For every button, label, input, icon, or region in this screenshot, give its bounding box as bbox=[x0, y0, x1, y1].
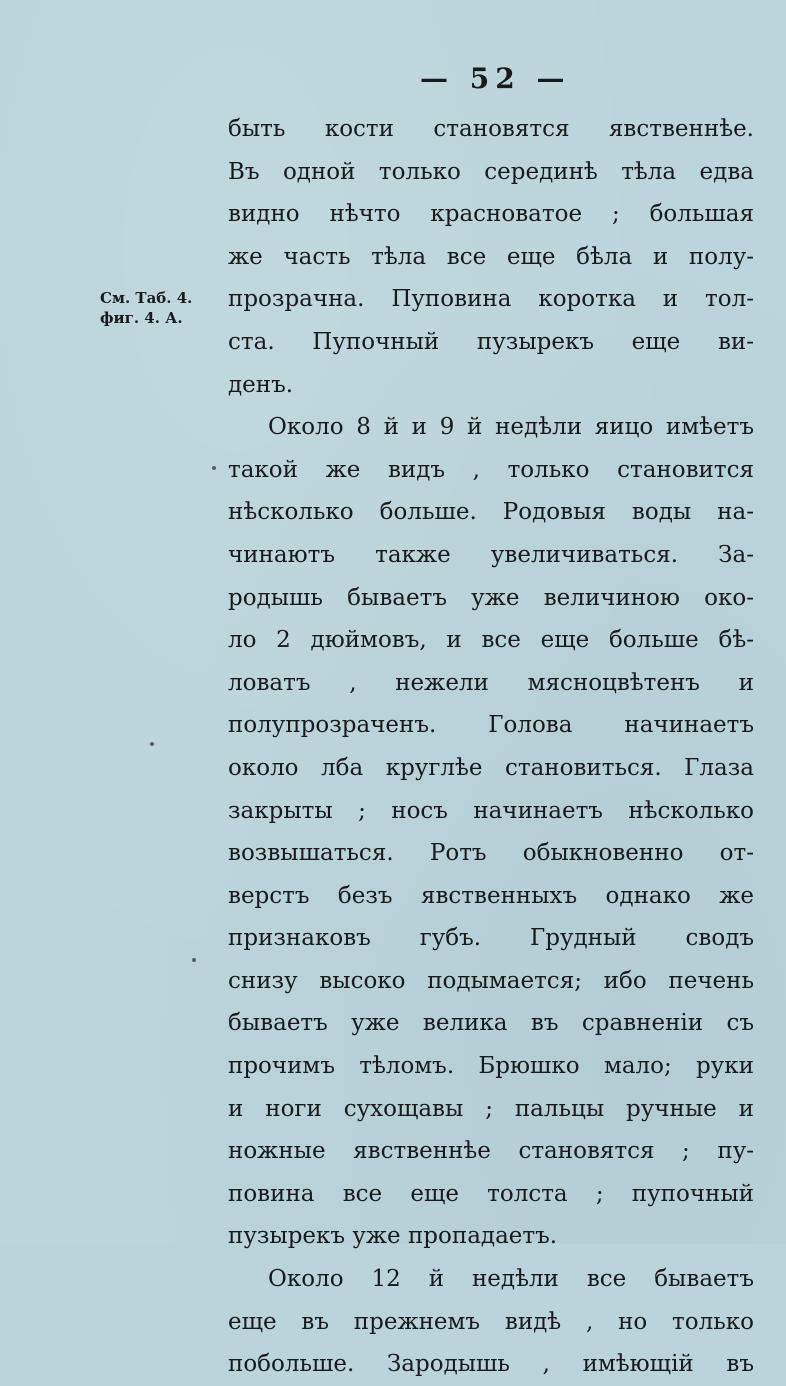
text-line: полупрозраченъ. Голова начинаетъ bbox=[228, 712, 754, 739]
text-line: еще въ прежнемъ видѣ , но только bbox=[228, 1308, 754, 1335]
text-line: Около 12 й недѣли все бываетъ bbox=[268, 1266, 754, 1293]
text-line: же часть тѣла все еще бѣла и полу- bbox=[228, 243, 754, 270]
text-line: ножные явственнѣе становятся ; пу- bbox=[228, 1138, 754, 1165]
ink-speck bbox=[192, 958, 196, 962]
text-line: нѣсколько больше. Родовыя воды на- bbox=[228, 499, 754, 526]
marginal-note-line-1: См. Таб. 4. bbox=[100, 289, 193, 307]
text-line: чинаютъ также увеличиваться. За- bbox=[228, 541, 754, 568]
text-line: такой же видъ , только становится bbox=[228, 456, 754, 483]
text-line: видно нѣчто красноватое ; большая bbox=[228, 201, 754, 228]
text-line: ло 2 дюймовъ, и все еще больше бѣ- bbox=[228, 627, 754, 654]
text-line: ловатъ , нежели мясноцвѣтенъ и bbox=[228, 669, 754, 696]
text-line: возвышаться. Ротъ обыкновенно от- bbox=[228, 840, 754, 867]
text-line: прозрачна. Пуповина коротка и тол- bbox=[228, 286, 754, 313]
text-line: пузырекъ уже пропадаетъ. bbox=[228, 1223, 558, 1250]
marginal-note bbox=[100, 288, 192, 328]
text-line: ста. Пупочный пузырекъ еще ви- bbox=[228, 328, 754, 355]
text-line: Въ одной только серединѣ тѣла едва bbox=[228, 158, 754, 185]
text-line: денъ. bbox=[228, 371, 294, 398]
text-line: закрыты ; носъ начинаетъ нѣсколько bbox=[228, 797, 754, 824]
text-line: побольше. Зародышь , имѣющій въ bbox=[228, 1351, 754, 1378]
text-line: прочимъ тѣломъ. Брюшко мало; руки bbox=[228, 1053, 754, 1080]
text-line: и ноги сухощавы ; пальцы ручные и bbox=[228, 1095, 754, 1122]
text-line: родышь бываетъ уже величиною око- bbox=[228, 584, 754, 611]
text-line: снизу высоко подымается; ибо печень bbox=[228, 967, 754, 994]
text-line: Около 8 й и 9 й недѣли яицо имѣетъ bbox=[268, 414, 754, 441]
text-line: признаковъ губъ. Грудный сводъ bbox=[228, 925, 754, 952]
body-text bbox=[228, 108, 754, 1386]
ink-speck bbox=[150, 742, 154, 746]
text-line: верстъ безъ явственныхъ однако же bbox=[228, 882, 754, 909]
text-line: около лба круглѣе становиться. Глаза bbox=[228, 754, 754, 781]
text-line: повина все еще толста ; пупочный bbox=[228, 1180, 754, 1207]
marginal-note-line-2: фиг. 4. А. bbox=[100, 309, 183, 327]
page-number: — 52 — bbox=[420, 62, 571, 95]
text-line: бываетъ уже велика въ сравненіи съ bbox=[228, 1010, 754, 1037]
text-line: быть кости становятся явственнѣе. bbox=[228, 116, 754, 142]
ink-speck bbox=[212, 466, 216, 470]
